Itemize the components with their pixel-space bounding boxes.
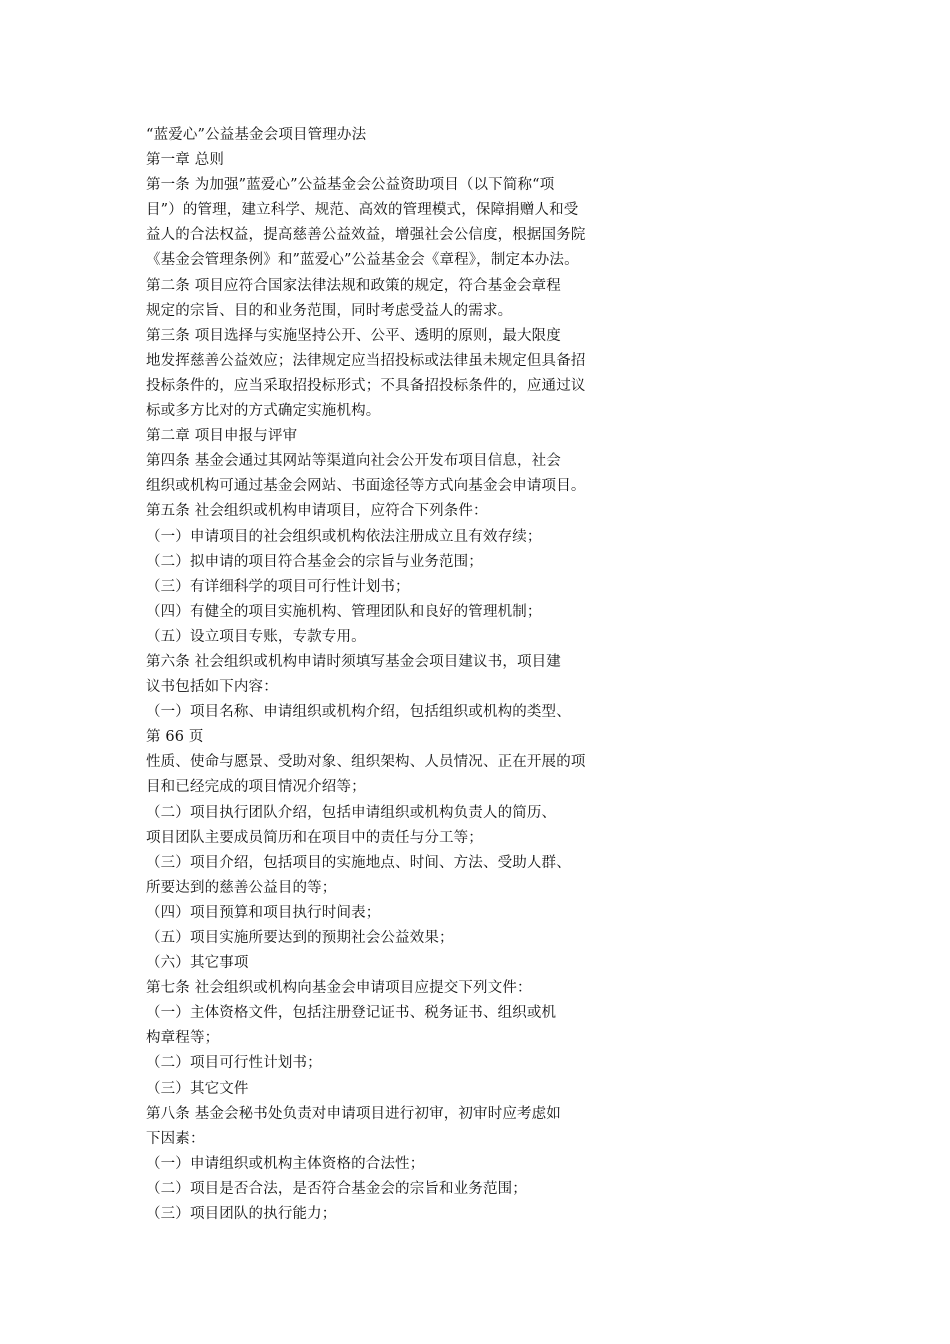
list-item: （四）有健全的项目实施机构、管理团队和良好的管理机制； <box>146 603 542 620</box>
list-item: （一）申请组织或机构主体资格的合法性； <box>146 1155 425 1172</box>
page-number: 第 66 页 <box>146 729 204 746</box>
text-line: 益人的合法权益，提高慈善公益效益，增强社会公信度，根据国务院 <box>146 227 586 244</box>
list-item: （一）主体资格文件，包括注册登记证书、税务证书、组织或机 <box>146 1005 557 1022</box>
text-line: 第五条 社会组织或机构申请项目，应符合下列条件： <box>146 503 488 520</box>
text-line: 性质、使命与愿景、受助对象、组织架构、人员情况、正在开展的项 <box>146 754 586 771</box>
text-line: 标或多方比对的方式确定实施机构。 <box>146 403 381 420</box>
list-item: （二）项目执行团队介绍，包括申请组织或机构负责人的简历、 <box>146 804 557 821</box>
list-item: （五）项目实施所要达到的预期社会公益效果； <box>146 930 454 946</box>
document-body <box>146 123 706 1227</box>
document-title: “蓝爱心”公益基金会项目管理办法 <box>146 127 367 143</box>
list-item: （六）其它事项 <box>146 955 249 972</box>
list-item: （三）其它文件 <box>146 1080 249 1097</box>
text-line: 第六条 社会组织或机构申请时须填写基金会项目建议书，项目建 <box>146 653 561 670</box>
chapter-heading: 第二章 项目申报与评审 <box>146 428 298 445</box>
text-line: 规定的宗旨、目的和业务范围，同时考虑受益人的需求。 <box>146 302 513 319</box>
list-item: （三）有详细科学的项目可行性计划书； <box>146 578 410 595</box>
list-item: （二）拟申请的项目符合基金会的宗旨与业务范围； <box>146 553 483 570</box>
list-item: （五）设立项目专账，专款专用。 <box>146 628 366 645</box>
text-line: 第八条 基金会秘书处负责对申请项目进行初审，初审时应考虑如 <box>146 1105 561 1122</box>
list-item: （一）申请项目的社会组织或机构依法注册成立且有效存续； <box>146 528 542 545</box>
text-line: 议书包括如下内容： <box>146 679 278 696</box>
text-line: 组织或机构可通过基金会网站、书面途径等方式向基金会申请项目。 <box>146 478 586 495</box>
text-line: 第一条 为加强”蓝爱心”公益基金会公益资助项目（以下简称“项 <box>146 177 555 194</box>
list-item: （三）项目团队的执行能力； <box>146 1206 337 1223</box>
chapter-heading: 第一章 总则 <box>146 152 225 169</box>
text-line: 目”）的管理，建立科学、规范、高效的管理模式，保障捐赠人和受 <box>146 202 579 219</box>
text-line: 投标条件的，应当采取招投标形式；不具备招投标条件的，应通过议 <box>146 377 586 394</box>
list-item: （三）项目介绍，包括项目的实施地点、时间、方法、受助人群、 <box>146 854 571 871</box>
text-line: 第四条 基金会通过其网站等渠道向社会公开发布项目信息，社会 <box>146 453 561 470</box>
text-line: 第三条 项目选择与实施坚持公开、公平、透明的原则，最大限度 <box>146 327 561 344</box>
text-line: 地发挥慈善公益效应；法律规定应当招投标或法律虽未规定但具备招 <box>146 352 586 369</box>
text-line: 第二条 项目应符合国家法律法规和政策的规定，符合基金会章程 <box>146 277 561 294</box>
list-item: （二）项目可行性计划书； <box>146 1055 322 1072</box>
text-line: 所要达到的慈善公益目的等； <box>146 879 337 896</box>
text-line: 项目团队主要成员简历和在项目中的责任与分工等； <box>146 829 483 846</box>
text-line: 构章程等； <box>146 1030 220 1047</box>
list-item: （二）项目是否合法，是否符合基金会的宗旨和业务范围； <box>146 1180 527 1197</box>
list-item: （一）项目名称、申请组织或机构介绍，包括组织或机构的类型、 <box>146 704 571 721</box>
text-line: 《基金会管理条例》和”蓝爱心”公益基金会《章程》，制定本办法。 <box>146 252 579 269</box>
text-line: 下因素： <box>146 1130 205 1147</box>
list-item: （四）项目预算和项目执行时间表； <box>146 904 381 921</box>
text-line: 目和已经完成的项目情况介绍等； <box>146 779 366 796</box>
text-line: 第七条 社会组织或机构向基金会申请项目应提交下列文件： <box>146 980 532 997</box>
